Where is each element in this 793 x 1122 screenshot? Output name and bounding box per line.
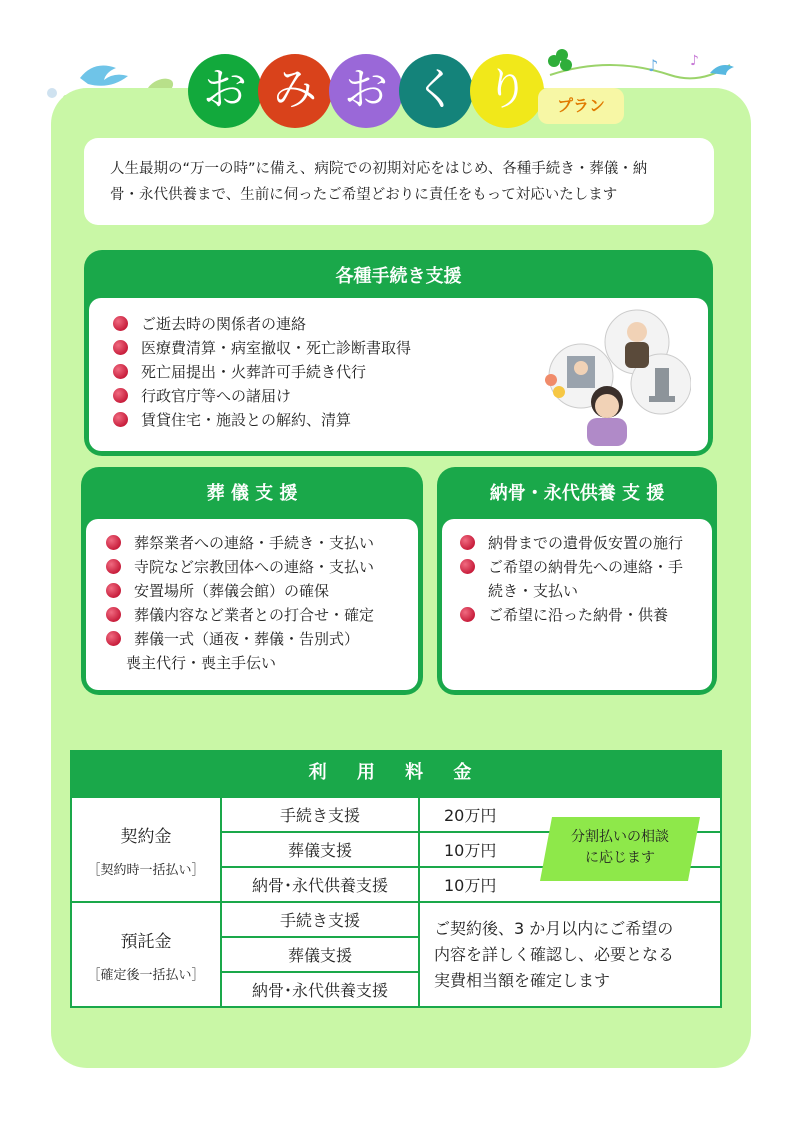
svg-text:♪: ♪ — [690, 53, 699, 69]
title-char-2: み — [258, 54, 332, 128]
service-name: 手続き支援 — [221, 902, 419, 937]
burial-content — [442, 519, 712, 690]
service-price: 10万円 — [419, 832, 721, 867]
deposit-note: ご契約後、3 か月以内にご希望の 内容を詳しく確認し、必要となる 実費相当額を確定します — [419, 902, 721, 1007]
deposit-label: 預託金 — [120, 931, 172, 952]
title-char-1: お — [188, 54, 262, 128]
procedures-section — [84, 250, 713, 456]
list-item-continuation: 続き・支払い — [488, 582, 579, 600]
service-name: 葬儀支援 — [221, 832, 419, 867]
badge-line-2: に応じます — [585, 850, 655, 866]
intro-line-1: 人生最期の“万一の時”に備え、病院での初期対応をはじめ、各種手続き・葬儀・納 — [110, 161, 648, 177]
contract-sub: ［契約時一括払い］ — [87, 862, 205, 878]
list-item: ご希望に沿った納骨・供養 — [460, 603, 683, 627]
title-char-5: り — [470, 54, 544, 128]
title-char-4: く — [399, 54, 473, 128]
burial-list — [460, 531, 683, 627]
bird-icon — [80, 66, 128, 86]
list-item: 葬儀一式（通夜・葬儀・告別式） — [106, 627, 374, 651]
burial-section — [437, 467, 717, 695]
funeral-heading: 葬 儀 支 援 — [206, 483, 298, 504]
clover-icon — [548, 49, 572, 71]
list-item: 行政官庁等への諸届け — [113, 384, 411, 408]
installment-badge — [540, 817, 700, 881]
contract-label: 契約金 — [120, 826, 172, 847]
badge-line-1: 分割払いの相談 — [571, 829, 669, 845]
funeral-list — [106, 531, 374, 675]
list-item: 葬祭業者への連絡・手続き・支払い — [106, 531, 374, 555]
service-name: 手続き支援 — [221, 797, 419, 832]
service-price: 10万円 — [419, 867, 721, 902]
list-item: ご希望の納骨先への連絡・手 — [460, 555, 683, 579]
list-item: 賃貸住宅・施設との解約、清算 — [113, 408, 411, 432]
thinking-woman-illustration — [521, 306, 691, 446]
burial-heading: 納骨・永代供養 支 援 — [489, 483, 665, 504]
intro-line-2: 骨・永代供養まで、生前に伺ったご希望どおりに責任をもって対応いたします — [110, 187, 618, 203]
table-row — [71, 902, 721, 937]
intro-box — [84, 138, 714, 225]
list-item-continuation: 喪主代行・喪主手伝い — [126, 654, 277, 672]
title-char-3: お — [329, 54, 403, 128]
list-item: 葬儀内容など業者との打合せ・確定 — [106, 603, 374, 627]
list-item: 寺院など宗教団体への連絡・支払い — [106, 555, 374, 579]
list-item: 納骨までの遺骨仮安置の施行 — [460, 531, 683, 555]
contract-label-cell — [71, 797, 221, 902]
funeral-section — [81, 467, 423, 695]
list-item: ご逝去時の関係者の連絡 — [113, 312, 411, 336]
deposit-sub: ［確定後一括払い］ — [87, 967, 205, 983]
procedures-list — [113, 312, 411, 432]
fee-heading: 利 用 料 金 — [70, 750, 722, 796]
list-item: 医療費清算・病室撤収・死亡診断書取得 — [113, 336, 411, 360]
service-price: 20万円 — [419, 797, 721, 832]
service-name: 葬儀支援 — [221, 937, 419, 972]
service-name: 納骨･永代供養支援 — [221, 972, 419, 1007]
funeral-content — [86, 519, 418, 690]
procedures-heading: 各種手続き支援 — [335, 266, 462, 287]
music-note-icon: ♪ — [648, 56, 659, 75]
list-item: 安置場所（葬儀会館）の確保 — [106, 579, 374, 603]
plan-label: プラン — [538, 88, 624, 124]
deposit-label-cell — [71, 902, 221, 1007]
list-item: 死亡届提出・火葬許可手続き代行 — [113, 360, 411, 384]
procedures-content — [89, 298, 708, 451]
service-name: 納骨･永代供養支援 — [221, 867, 419, 902]
